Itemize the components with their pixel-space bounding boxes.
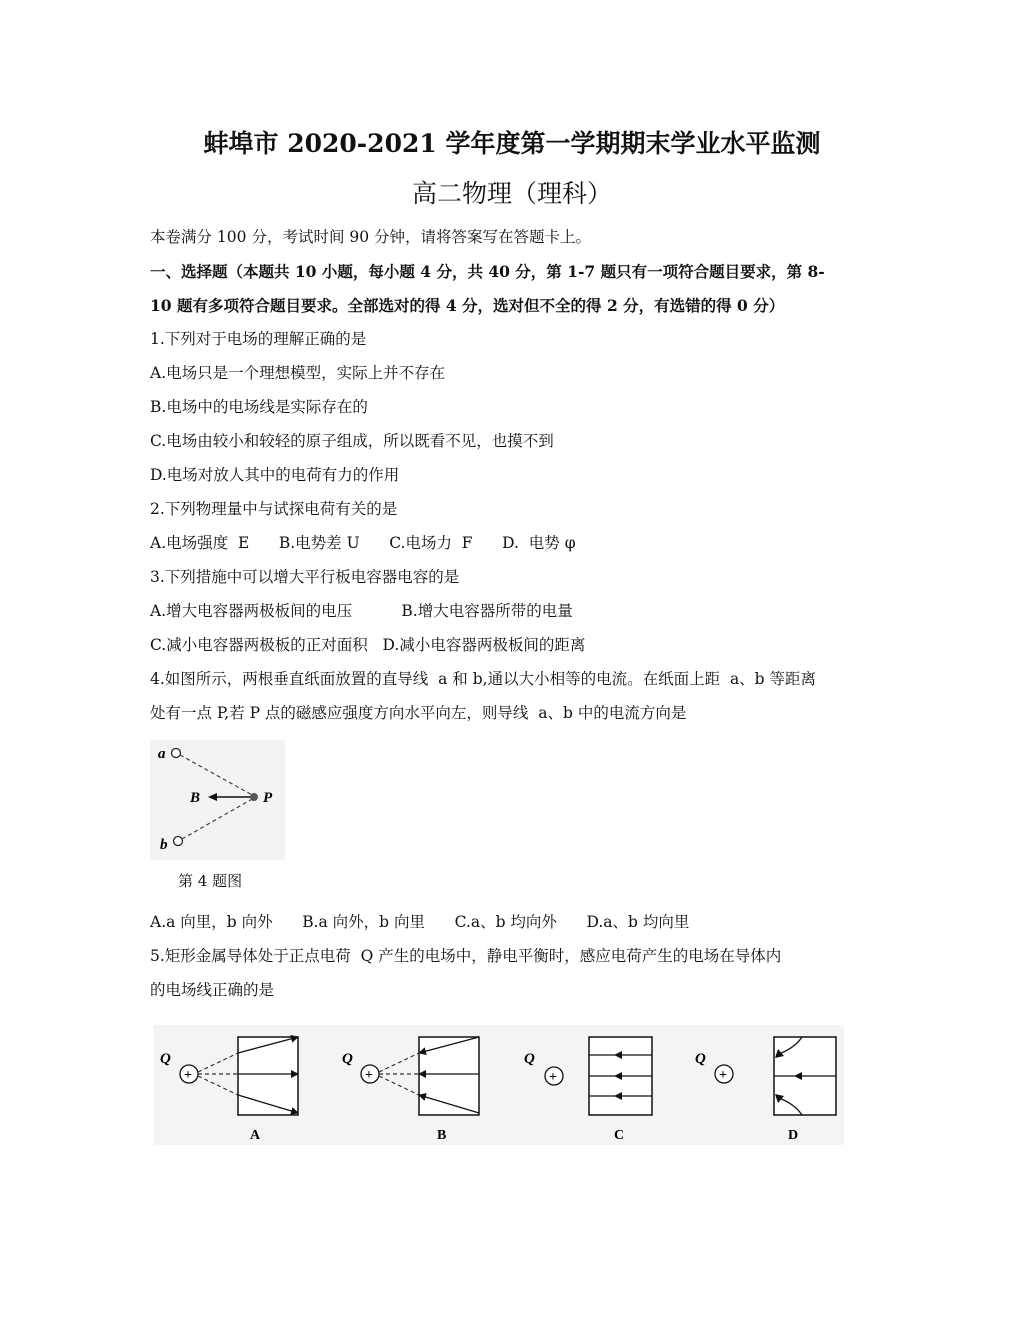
panel-label-c: C [614, 1128, 625, 1143]
section-heading-line-2: 10 题有多项符合题目要求。全部选对的得 4 分，选对但不全的得 2 分，有选错的得 0 分） [150, 296, 785, 315]
panel-label-d: D [788, 1128, 799, 1143]
exam-intro: 本卷满分 100 分，考试时间 90 分钟，请将答案写在答题卡上。 [150, 228, 592, 246]
question-2-options: A.电场强度 E B.电势差 U C.电场力 F D. 电势 φ [150, 534, 576, 552]
question-1-option-a: A.电场只是一个理想模型，实际上并不存在 [150, 364, 446, 382]
question-4-stem-line-2: 处有一点 P,若 P 点的磁感应强度方向水平向左，则导线 a、b 中的电流方向是 [150, 704, 687, 722]
panel-label-a: A [250, 1128, 261, 1143]
label-b: b [160, 837, 168, 853]
charge-label-q: Q [524, 1051, 535, 1067]
question-4-options: A.a 向里，b 向外 B.a 向外，b 向里 C.a、b 均向外 D.a、b 均向里 [150, 913, 690, 931]
wire-b-icon [174, 837, 183, 846]
question-3-options-cd: C.减小电容器两极板的正对面积 D.减小电容器两极板间的距离 [150, 636, 586, 654]
question-3-options-ab: A.增大电容器两极板间的电压 B.增大电容器所带的电量 [150, 602, 573, 620]
question-5-stem-line-1: 5.矩形金属导体处于正点电荷 Q 产生的电场中，静电平衡时，感应电荷产生的电场在导体内 [150, 947, 782, 965]
section-heading-line-1: 一、选择题（本题共 10 小题，每小题 4 分，共 40 分，第 1-7 题只有一项符合题目要求，第 8- [150, 262, 825, 281]
page-subtitle: 高二物理（理科） [411, 179, 612, 208]
charge-label-q: Q [695, 1051, 706, 1067]
question-5-stem-line-2: 的电场线正确的是 [150, 981, 275, 999]
panel-label-b: B [437, 1128, 447, 1143]
question-1-stem: 1.下列对于电场的理解正确的是 [150, 330, 367, 348]
plus-icon: + [184, 1068, 192, 1083]
page-title: 蚌埠市 2020-2021 学年度第一学期期末学业水平监测 [203, 129, 821, 158]
label-a: a [158, 746, 166, 762]
plus-icon: + [719, 1068, 727, 1083]
question-4-figure [150, 740, 285, 860]
plus-icon: + [549, 1070, 557, 1085]
question-1-option-b: B.电场中的电场线是实际存在的 [150, 398, 368, 416]
question-4-stem-line-1: 4.如图所示，两根垂直纸面放置的直导线 a 和 b,通以大小相等的电流。在纸面上距 a、b 等距离 [150, 670, 817, 688]
conductor-box [238, 1037, 298, 1115]
plus-icon: + [365, 1068, 373, 1083]
charge-label-q: Q [160, 1051, 171, 1067]
question-2-stem: 2.下列物理量中与试探电荷有关的是 [150, 500, 398, 518]
figure-4-caption: 第 4 题图 [178, 872, 243, 890]
label-P: P [263, 790, 273, 806]
question-3-stem: 3.下列措施中可以增大平行板电容器电容的是 [150, 568, 460, 586]
wire-a-icon [172, 749, 181, 758]
point-p-icon [250, 793, 258, 801]
question-1-option-d: D.电场对放人其中的电荷有力的作用 [150, 466, 400, 484]
question-5-figure [154, 1025, 844, 1145]
charge-label-q: Q [342, 1051, 353, 1067]
conductor-box [419, 1037, 479, 1115]
question-1-option-c: C.电场由较小和较轻的原子组成，所以既看不见，也摸不到 [150, 432, 554, 450]
label-B: B [190, 790, 201, 806]
